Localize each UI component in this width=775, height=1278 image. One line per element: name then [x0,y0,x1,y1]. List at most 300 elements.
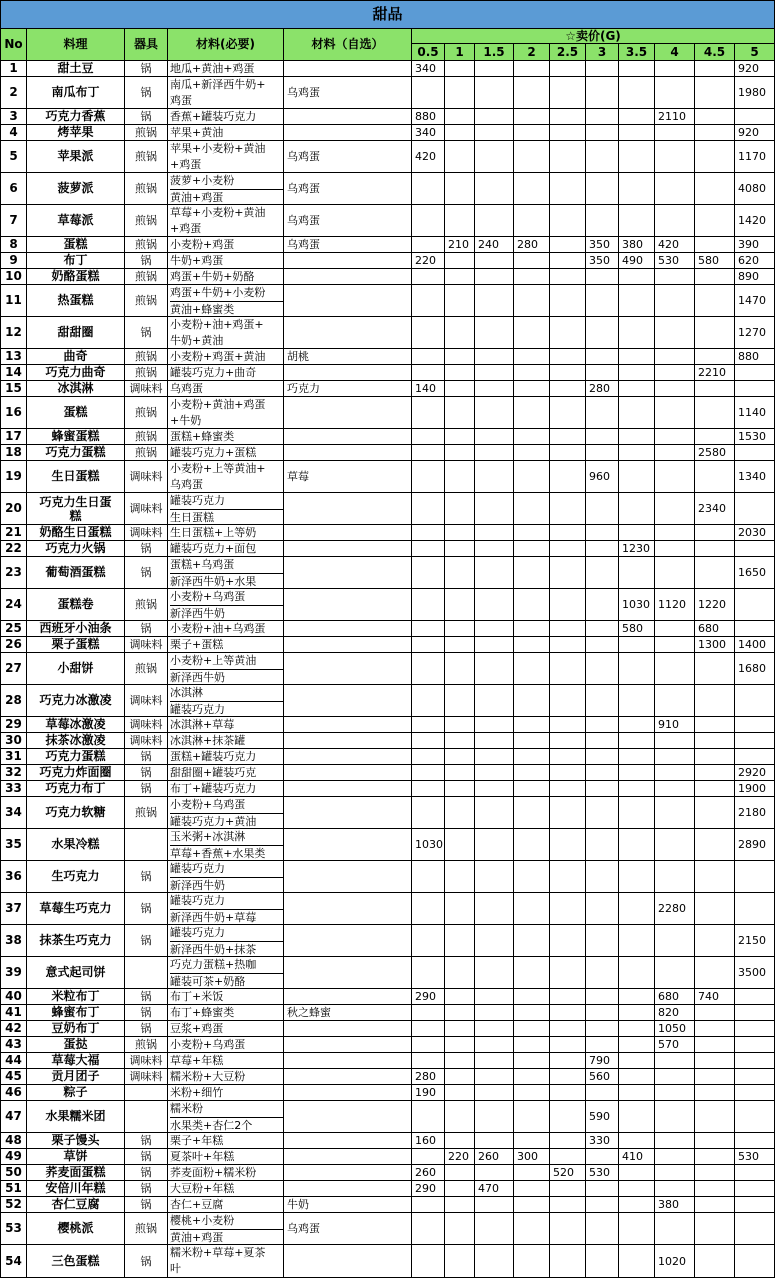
dessert-name: 苹果派 [27,141,125,173]
ingredient-line: 小麦粉+乌鸡蛋 [170,589,283,606]
price-cell [619,109,655,125]
price-cell [475,541,514,557]
price-cell [695,1037,735,1053]
ingredient-line: 新泽西牛奶+抹茶 [170,943,257,956]
row-no: 20 [0,493,27,525]
price-cell [586,77,619,109]
price-cell [586,1021,619,1037]
ingredient-line: 樱桃+小麦粉 [170,1213,283,1230]
price-cell: 920 [735,125,775,141]
price-cell [655,781,695,797]
optional-ingredients [284,1181,412,1197]
price-cell [445,925,475,957]
row-no: 8 [0,237,27,253]
price-cell [550,781,586,797]
cookware: 调味料 [125,637,168,653]
price-cell [412,765,445,781]
cookware: 调味料 [125,1053,168,1069]
price-cell [695,733,735,749]
price-cell: 3500 [735,957,775,989]
price-cell [619,461,655,493]
price-cell [655,445,695,461]
dessert-name: 葡萄酒蛋糕 [27,557,125,589]
required-ingredients [168,1213,284,1245]
price-cell: 1270 [735,317,775,349]
ingredient-line: 布丁+蜂蜜类 [170,1006,235,1019]
price-cell [735,1101,775,1133]
price-cell [475,205,514,237]
cookware: 锅 [125,557,168,589]
price-cell [445,541,475,557]
price-cell: 920 [735,61,775,77]
price-cell [514,621,550,637]
price-cell [412,685,445,717]
price-cell: 390 [735,237,775,253]
price-cell [445,77,475,109]
price-cell [695,525,735,541]
price-cell: 880 [735,349,775,365]
price-cell [655,269,695,285]
row-no: 43 [0,1037,27,1053]
price-cell [586,589,619,621]
required-ingredients [168,893,284,925]
price-cell [445,461,475,493]
row-no: 31 [0,749,27,765]
price-cell [735,621,775,637]
required-ingredients [168,989,284,1005]
ingredient-line: 菠萝+小麦粉 [170,173,283,190]
price-cell [695,1053,735,1069]
required-ingredients [168,861,284,893]
price-cell [586,797,619,829]
price-cell [550,1133,586,1149]
price-cell [695,1101,735,1133]
price-cell: 2340 [695,493,735,525]
price-cell: 1300 [695,637,735,653]
cookware: 调味料 [125,685,168,717]
price-cell [550,525,586,541]
price-cell [586,141,619,173]
price-cell [586,429,619,445]
row-no: 16 [0,397,27,429]
required-ingredients [168,637,284,653]
price-cell: 1680 [735,653,775,685]
required-ingredients [168,269,284,285]
price-cell [735,445,775,461]
price-cell [514,381,550,397]
price-cell [550,1005,586,1021]
price-cell [695,1085,735,1101]
dessert-name: 巧克力软糖 [27,797,125,829]
dessert-name: 南瓜布丁 [27,77,125,109]
price-cell [735,1005,775,1021]
optional-ingredients [284,717,412,733]
price-cell [655,861,695,893]
price-cell [735,493,775,525]
ingredient-line: 冰淇淋 [170,685,283,702]
price-cell [514,445,550,461]
dessert-name: 草莓冰激凌 [27,717,125,733]
price-cell [735,1053,775,1069]
row-no: 6 [0,173,27,205]
price-cell [475,1037,514,1053]
price-cell [445,429,475,445]
price-cell [475,733,514,749]
optional-ingredients [284,109,412,125]
price-cell [514,733,550,749]
price-cell [445,989,475,1005]
header-tool: 器具 [125,29,168,61]
price-cell: 300 [514,1149,550,1165]
price-cell [735,1213,775,1245]
price-cell [445,861,475,893]
price-cell [735,1197,775,1213]
ingredient-line: 糯米粉+草莓+夏茶 [170,1246,266,1259]
price-cell [735,1245,775,1278]
row-no: 21 [0,525,27,541]
price-cell [695,1245,735,1278]
row-no: 27 [0,653,27,685]
price-cell: 1020 [655,1245,695,1278]
cookware: 锅 [125,1181,168,1197]
required-ingredients [168,61,284,77]
price-cell [735,685,775,717]
required-ingredients [168,429,284,445]
ingredient-line: 新泽西牛奶 [170,879,225,892]
required-ingredients [168,109,284,125]
dessert-name: 樱桃派 [27,1213,125,1245]
price-cell [445,1005,475,1021]
price-cell [550,1085,586,1101]
required-ingredients [168,461,284,493]
price-cell [655,429,695,445]
price-cell [412,797,445,829]
ingredient-line: 新泽西牛奶 [170,607,225,620]
ingredient-line: 米粉+细竹 [170,1086,224,1099]
price-cell [695,893,735,925]
price-cell [550,285,586,317]
dessert-name: 蛋糕 [27,397,125,429]
cookware: 煎锅 [125,237,168,253]
header-star-6: 3.5 [619,44,655,61]
price-cell [586,861,619,893]
cookware: 调味料 [125,461,168,493]
ingredient-line: 罐装巧克力 [170,703,225,716]
price-cell [475,829,514,861]
price-cell [475,525,514,541]
price-cell [475,317,514,349]
price-cell [695,1197,735,1213]
price-cell [445,109,475,125]
dessert-name: 荞麦面蛋糕 [27,1165,125,1181]
dessert-name: 栗子馒头 [27,1133,125,1149]
header-star-8: 4.5 [695,44,735,61]
price-cell [412,733,445,749]
price-cell [695,797,735,829]
ingredient-line: 甜甜圈+罐装巧克 [170,766,257,779]
price-cell [550,637,586,653]
price-cell [475,365,514,381]
optional-ingredients [284,1069,412,1085]
price-cell [619,957,655,989]
header-no: No [0,29,27,61]
price-cell [695,1149,735,1165]
price-cell [514,253,550,269]
cookware: 煎锅 [125,397,168,429]
price-cell [514,1165,550,1181]
dessert-name: 曲奇 [27,349,125,365]
price-cell [445,349,475,365]
price-cell [655,493,695,525]
dessert-name: 巧克力布丁 [27,781,125,797]
price-cell: 220 [412,253,445,269]
price-cell [412,1021,445,1037]
dessert-name: 巧克力香蕉 [27,109,125,125]
price-cell [475,765,514,781]
price-cell [655,557,695,589]
dessert-name: 水果糯米团 [27,1101,125,1133]
price-cell [445,957,475,989]
price-cell [514,589,550,621]
header-optional: 材料（自选） [284,29,412,61]
price-cell [586,1213,619,1245]
price-cell [514,1053,550,1069]
price-cell: 210 [445,237,475,253]
row-no: 4 [0,125,27,141]
price-cell [412,621,445,637]
price-cell [695,781,735,797]
price-cell [445,141,475,173]
cookware: 煎锅 [125,125,168,141]
dessert-name: 生巧克力 [27,861,125,893]
price-cell [550,685,586,717]
price-cell [445,493,475,525]
price-cell [695,1021,735,1037]
price-cell [475,589,514,621]
ingredient-line: 荞麦面粉+糯米粉 [170,1166,257,1179]
ingredient-line: 黄油+蜂蜜类 [170,303,235,316]
optional-ingredients [284,1133,412,1149]
price-cell [514,1245,550,1278]
price-cell [655,829,695,861]
dessert-name: 米粒布丁 [27,989,125,1005]
cookware: 锅 [125,621,168,637]
price-cell [655,365,695,381]
cookware: 煎锅 [125,269,168,285]
price-cell [412,893,445,925]
optional-ingredients [284,749,412,765]
price-cell [445,205,475,237]
optional-ingredients [284,365,412,381]
price-cell: 1030 [412,829,445,861]
price-cell [514,957,550,989]
price-cell [619,1005,655,1021]
cookware: 煎锅 [125,205,168,237]
price-cell [619,285,655,317]
ingredient-line: 地瓜+黄油+鸡蛋 [170,62,255,75]
row-no: 49 [0,1149,27,1165]
price-cell: 1340 [735,461,775,493]
dessert-name: 蛋挞 [27,1037,125,1053]
optional-ingredients: 乌鸡蛋 [284,205,412,237]
price-cell [655,285,695,317]
dessert-name: 巧克力火锅 [27,541,125,557]
ingredient-line: 牛奶+黄油 [170,334,224,347]
price-cell [619,829,655,861]
price-cell [735,1085,775,1101]
price-cell [619,1165,655,1181]
required-ingredients [168,349,284,365]
cookware: 煎锅 [125,429,168,445]
row-no: 35 [0,829,27,861]
price-cell [475,493,514,525]
price-cell: 330 [586,1133,619,1149]
price-cell [550,269,586,285]
ingredient-line: 小麦粉+鸡蛋 [170,238,235,251]
price-cell: 580 [695,253,735,269]
dessert-name: 草莓派 [27,205,125,237]
price-cell: 260 [412,1165,445,1181]
price-cell [695,269,735,285]
price-cell [445,653,475,685]
price-cell [514,525,550,541]
price-cell [695,141,735,173]
price-cell [412,237,445,253]
price-cell [475,429,514,445]
row-no: 33 [0,781,27,797]
price-cell [514,717,550,733]
price-cell [695,397,735,429]
price-cell [412,493,445,525]
required-ingredients [168,1085,284,1101]
price-cell [445,637,475,653]
optional-ingredients [284,861,412,893]
cookware: 锅 [125,749,168,765]
price-cell [475,109,514,125]
row-no: 28 [0,685,27,717]
price-cell [412,717,445,733]
price-cell: 570 [655,1037,695,1053]
price-cell [586,125,619,141]
dessert-name: 栗子蛋糕 [27,637,125,653]
price-cell [619,653,655,685]
dessert-name: 杏仁豆腐 [27,1197,125,1213]
price-cell [550,957,586,989]
price-cell: 290 [412,1181,445,1197]
price-cell [514,861,550,893]
price-cell [655,925,695,957]
required-ingredients [168,957,284,989]
price-cell: 2580 [695,445,735,461]
price-cell [695,1213,735,1245]
price-cell: 4080 [735,173,775,205]
price-cell [475,925,514,957]
price-cell [550,829,586,861]
ingredient-line: 罐装巧克力+黄油 [170,815,257,828]
dessert-name: 甜土豆 [27,61,125,77]
price-cell [586,957,619,989]
price-cell [412,1053,445,1069]
price-cell [655,141,695,173]
row-no: 29 [0,717,27,733]
price-cell [412,317,445,349]
ingredient-line: 乌鸡蛋 [170,382,203,395]
required-ingredients [168,1021,284,1037]
ingredient-line: 小麦粉+上等黄油+ [170,462,266,475]
price-cell [619,141,655,173]
price-cell: 160 [412,1133,445,1149]
price-cell [586,61,619,77]
dessert-name: 贡月团子 [27,1069,125,1085]
table-title: 甜品 [0,0,775,29]
price-cell [550,349,586,365]
price-cell [475,125,514,141]
price-cell [586,685,619,717]
required-ingredients [168,317,284,349]
optional-ingredients [284,429,412,445]
price-cell [475,253,514,269]
cookware: 锅 [125,781,168,797]
price-cell [655,957,695,989]
price-cell: 2210 [695,365,735,381]
optional-ingredients: 乌鸡蛋 [284,237,412,253]
dessert-name: 甜甜圈 [27,317,125,349]
row-no: 37 [0,893,27,925]
row-no: 1 [0,61,27,77]
price-cell [655,621,695,637]
ingredient-line: 罐装巧克力+曲奇 [170,366,257,379]
cookware: 调味料 [125,1069,168,1085]
required-ingredients [168,1149,284,1165]
price-cell [475,285,514,317]
optional-ingredients [284,925,412,957]
optional-ingredients: 乌鸡蛋 [284,141,412,173]
price-cell: 340 [412,61,445,77]
price-cell [619,381,655,397]
dessert-name: 豆奶布丁 [27,1021,125,1037]
price-cell [514,653,550,685]
price-cell [475,749,514,765]
price-cell [619,1213,655,1245]
price-cell [412,957,445,989]
price-cell [475,1213,514,1245]
header-required: 材料(必要) [168,29,284,61]
price-cell [550,621,586,637]
price-cell [550,77,586,109]
ingredient-line: 草莓+小麦粉+黄油 [170,206,266,219]
price-cell [735,1165,775,1181]
price-cell [695,653,735,685]
price-cell [586,397,619,429]
row-no: 12 [0,317,27,349]
price-cell [619,1197,655,1213]
optional-ingredients [284,125,412,141]
price-cell [514,541,550,557]
price-cell [514,493,550,525]
price-cell [514,1021,550,1037]
price-cell: 1120 [655,589,695,621]
price-cell [695,125,735,141]
price-cell [550,1197,586,1213]
price-cell [514,1197,550,1213]
price-cell [586,205,619,237]
required-ingredients [168,765,284,781]
dessert-name: 安倍川年糕 [27,1181,125,1197]
price-cell [445,253,475,269]
ingredient-line: 鸡蛋+牛奶+小麦粉 [170,285,283,302]
row-no: 38 [0,925,27,957]
dessert-name: 小甜饼 [27,653,125,685]
